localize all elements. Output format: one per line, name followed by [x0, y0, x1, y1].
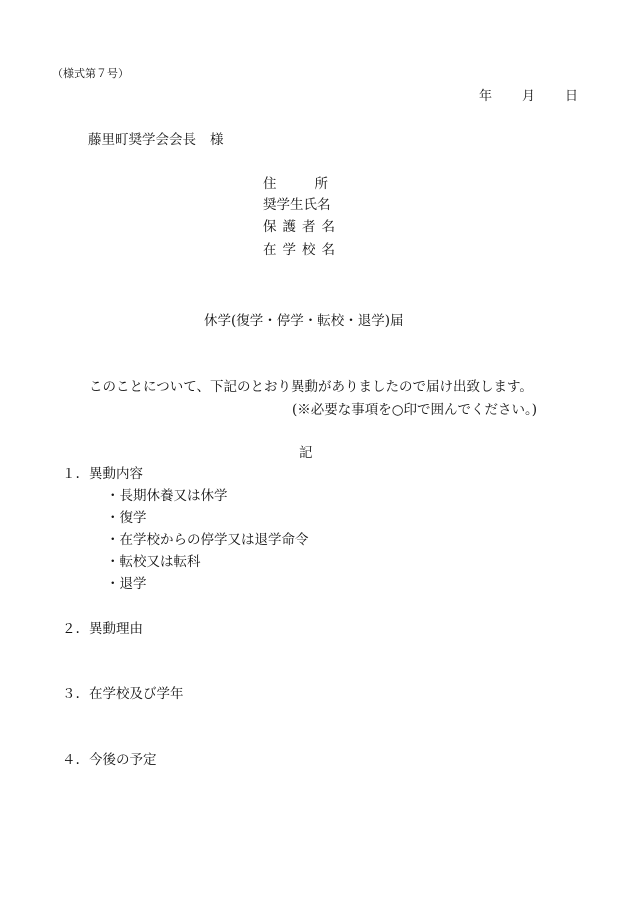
change-type-item: ・長期休養又は休学 — [106, 488, 228, 504]
addressee-honorific: 様 — [210, 132, 224, 148]
field-school-name-label: 在学校名 — [263, 242, 341, 258]
section-future-plans — [62, 754, 157, 768]
field-guardian-name-label: 保護者名 — [263, 219, 341, 235]
section-number: ４. — [62, 752, 80, 768]
form-number-label: （様式第７号） — [52, 67, 129, 80]
section-number: ３. — [62, 686, 80, 702]
date-day-label: 日 — [565, 89, 579, 104]
section-number: ２. — [62, 621, 80, 637]
change-type-item: ・退学 — [106, 576, 147, 592]
field-address-label: 住所 — [263, 176, 366, 192]
section-label: 今後の予定 — [89, 752, 157, 768]
document-title: 休学(復学・停学・転校・退学)届 — [204, 313, 404, 329]
section-label: 在学校及び学年 — [89, 686, 184, 702]
date-year-label: 年 — [479, 89, 493, 104]
field-student-name-label: 奨学生氏名 — [263, 197, 331, 213]
section-number: １. — [62, 466, 80, 482]
body-text: このことについて、下記のとおり異動がありましたので届け出致します。 — [89, 379, 533, 395]
change-type-item: ・在学校からの停学又は退学命令 — [106, 532, 309, 548]
addressee — [88, 134, 224, 148]
instruction-note: (※必要な事項を○印で囲んでください。) — [292, 402, 538, 418]
addressee-name: 藤里町奨学会会長 — [88, 132, 196, 148]
date-month-label: 月 — [522, 89, 536, 104]
section-label: 異動理由 — [89, 621, 143, 637]
change-type-item: ・復学 — [106, 510, 147, 526]
section-change-content — [62, 468, 143, 482]
change-type-item: ・転校又は転科 — [106, 554, 201, 570]
section-school-and-grade — [62, 688, 184, 702]
ki-heading: 記 — [299, 445, 313, 461]
section-label: 異動内容 — [89, 466, 143, 482]
section-change-reason — [62, 623, 143, 637]
